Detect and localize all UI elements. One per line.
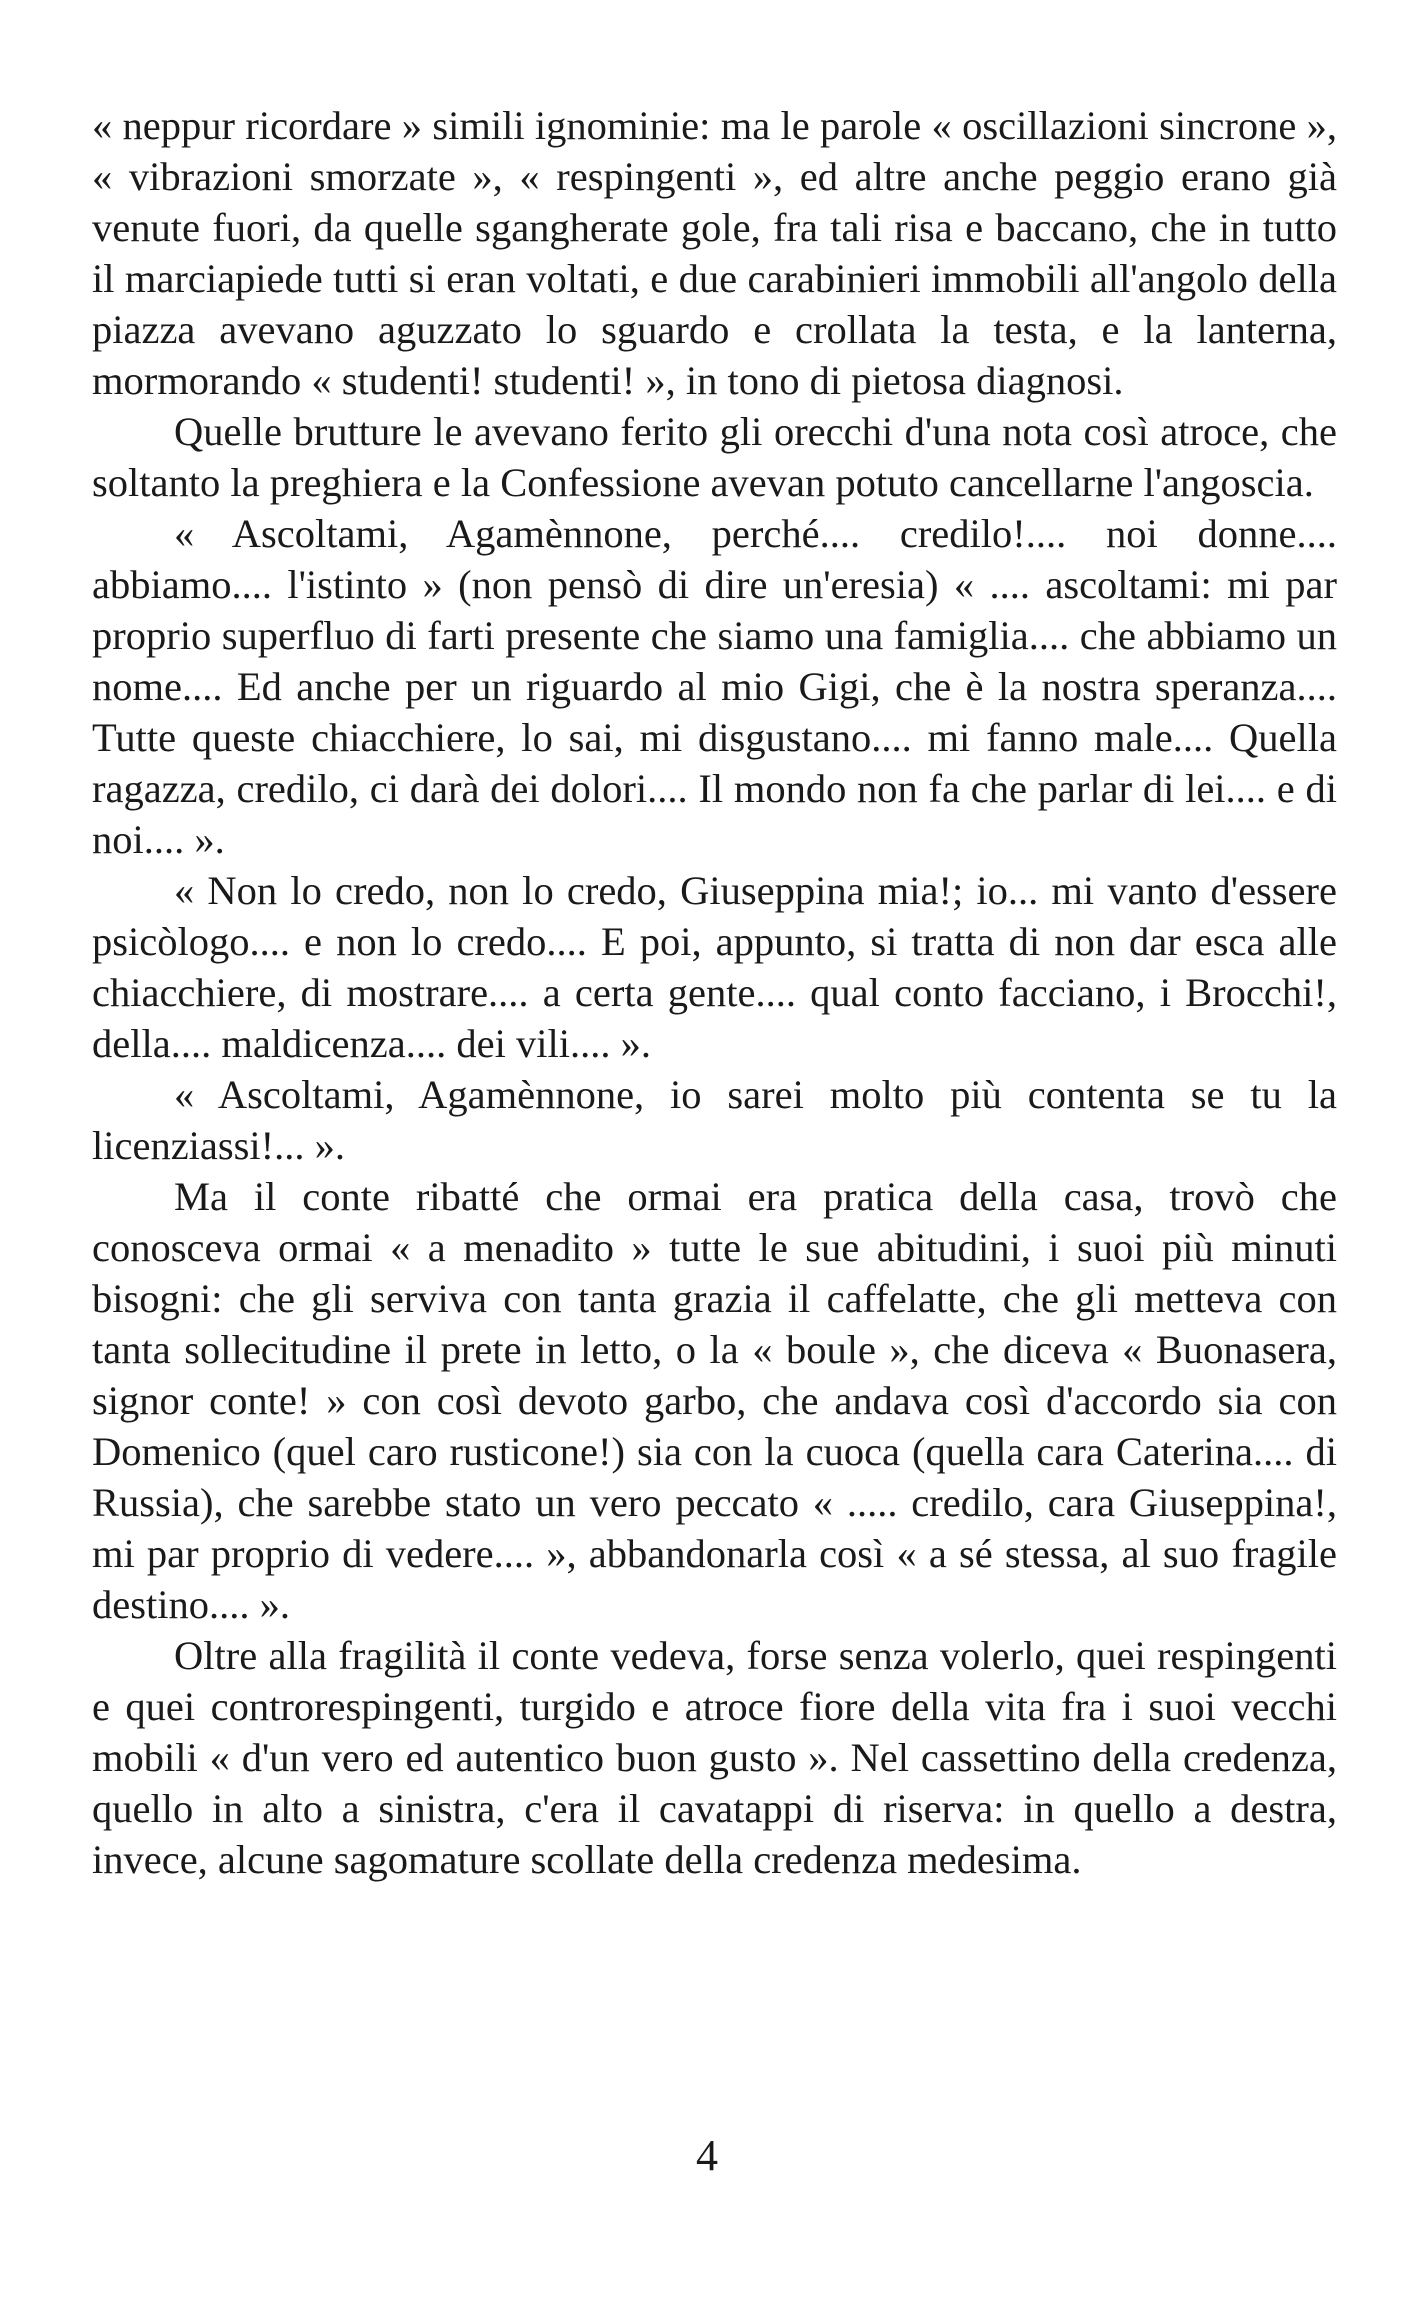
page-number: 4 [696, 2131, 718, 2180]
paragraph-2: Quelle brutture le avevano ferito gli orecchi d'una nota così atroce, che soltanto la preghiera e la Confessione avevan potuto cancellarne l'angoscia. [92, 409, 1337, 505]
paragraph-6: Ma il conte ribatté che ormai era pratica della casa, trovò che conosceva ormai « a menadito » tutte le sue abitudini, i suoi più minuti bisogni: che gli serviva con tanta grazia il caffelatte, che gli metteva con tanta sollecitudine il prete in letto, o la « boule », che diceva « Buonasera, signor conte! » con così devoto garbo, che andava così d'accordo sia con Domenico (quel caro rusticone!) sia con la cuoca (quella cara Caterina.... di Russia), che sarebbe stato un vero peccato « ..... credilo, cara Giuseppina!, mi par proprio di vedere.... », abbandonarla così « a sé stessa, al suo fragile destino.... ». [92, 1174, 1337, 1627]
paragraph-7: Oltre alla fragilità il conte vedeva, forse senza volerlo, quei respingenti e quei controrespingenti, turgido e atroce fiore della vita fra i suoi vecchi mobili « d'un vero ed autentico buon gusto ». Nel cassettino della credenza, quello in alto a sinistra, c'era il cavatappi di riserva: in quello a destra, invece, alcune sagomature scollate della credenza medesima. [92, 1633, 1337, 1882]
paragraph-3: « Ascoltami, Agamènnone, perché.... credilo!.... noi donne.... abbiamo.... l'istinto » (non pensò di dire un'eresia) « .... ascoltami: mi par proprio superfluo di farti presente che siamo una famiglia.... che abbiamo un nome.... Ed anche per un riguardo al mio Gigi, che è la nostra speranza.... Tutte queste chiacchiere, lo sai, mi disgustano.... mi fanno male.... Quella ragazza, credilo, ci darà dei dolori.... Il mondo non fa che parlar di lei.... e di noi.... ». [92, 511, 1337, 862]
paragraph-4: « Non lo credo, non lo credo, Giuseppina mia!; io... mi vanto d'essere psicòlogo.... e non lo credo.... E poi, appunto, si tratta di non dar esca alle chiacchiere, di mostrare.... a certa gente.... qual conto facciano, i Brocchi!, della.... maldicenza.... dei vili.... ». [92, 868, 1337, 1066]
paragraph-1: « neppur ricordare » simili ignominie: ma le parole « oscillazioni sincrone », « vibrazioni smorzate », « respingenti », ed altre anche peggio erano già venute fuori, da quelle sgangherate gole, fra tali risa e baccano, che in tutto il marciapiede tutti si eran voltati, e due carabinieri immobili all'angolo della piazza avevano aguzzato lo sguardo e crollata la testa, e la lanterna, mormorando « studenti! studenti! », in tono di pietosa diagnosi. [92, 103, 1337, 403]
book-page-body [92, 100, 1337, 1885]
paragraph-5: « Ascoltami, Agamènnone, io sarei molto più contenta se tu la licenziassi!... ». [92, 1072, 1337, 1168]
